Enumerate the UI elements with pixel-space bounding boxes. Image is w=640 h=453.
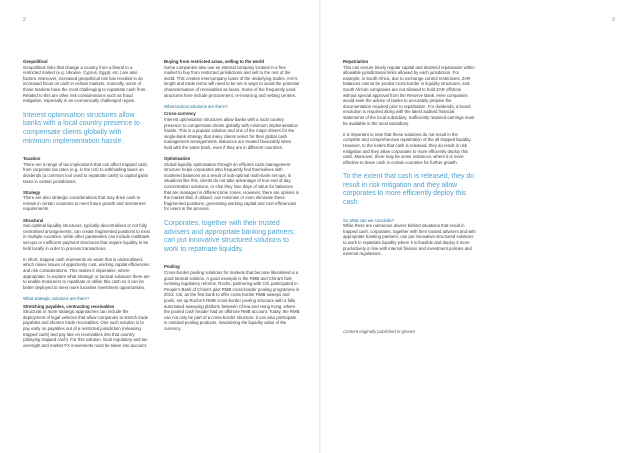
page-gutter: [319, 0, 321, 453]
heading-buying-restricted: Buying from restricted areas, selling to the world: [164, 59, 265, 64]
paragraph-conclusion: While there are numerous drivers behind situations that result in trapped cash, corporates, together with their trusted advisers and with appropriate banking partners, can put innovative structured solutions to work to repatriate liquidity where it is feasible and deploy it more productively in line with internal finance and investment policies and external regulations.: [343, 223, 476, 257]
paragraph-in-short: In short, trapped cash represents an asset that is underutilised, which raises issues of opportunity cost, working capital efficiencies and risk considerations. This makes it imperative, where appropriate, to explore what strategic or tactical solutions there are to enable treasurers to repatriate or utilise this cash so it can be better deployed to meet more lucrative investment opportunities.: [23, 256, 150, 290]
heading-repatriation: Repatriation: [343, 59, 369, 64]
heading-cross-currency: Cross-currency: [164, 111, 196, 117]
column-2: [164, 59, 300, 337]
heading-tactical-solutions: What tactical solutions are there?: [164, 103, 228, 109]
column-3: [343, 59, 476, 334]
heading-stretching-payables: Stretching payables, contracting receivables: [23, 303, 115, 309]
paragraph-geopolitical: Geopolitical risks that change a country from a liberal to a restricted market (e.g. Ukraine, Cyprus, Egypt, etc.) are also factors. Moreover, increased geopolitical risk has resulted in an increased focus on cash in certain markets. Ironically, some of those markets have the most challenging to repatriate cash from. Related to this are other risk considerations such as fraud mitigation, especially in an economically challenged region.: [23, 64, 147, 104]
heading-taxation: Taxation: [23, 156, 41, 162]
paragraph-important-note: It is important to note that these solutions do not result in the complete and comprehensive repatriation of the all trapped liquidity. However, to the extent that cash is released, they do result in risk mitigation and they allow corporates to more efficiently deploy this cash. Moreover, there may be some instances, where it is more effective to leave cash in certain countries for further growth.: [343, 131, 472, 165]
heading-optimisation: Optimisation: [164, 156, 191, 162]
heading-structural: Structural: [23, 217, 44, 223]
paragraph-pooling: Cross-border pooling solutions for markets that become liberalised is a good tactical solution. A good example is the RMB and China's fast-evolving regulatory reforms. Roche, partnering with Citi, participated in People's Bank of China's pilot RMB cross-border pooling programme in 2013. Citi, as the first bank to offer cross-border RMB sweeps and pools, set up Roche's RMB cross-border pooling structure with a fully automated sweeping platform between China and Hong Kong, where the pooled cash header had an offshore RMB account. Today, the RMB can not only be part of a cross-border structure: it can also participate in notional pooling products, maximising the liquidity value of the currency.: [164, 270, 300, 331]
pull-quote: To the extent that cash is released, they do result in risk mitigation and they allow corporates to more efficiently deploy this cash.: [343, 173, 475, 207]
heading-pooling: Pooling: [164, 264, 180, 270]
page-number-left: 2: [23, 17, 26, 23]
paragraph-buying-restricted: Some companies also use an internal company located in a free market to buy from restricted jurisdictions and sell to the rest of the world. This creates intercompany loans of the underlying trades. Arm's length and trade terms will need to be set in ways to avoid the potential characterisation of receivables as loans. Some of the frequently used structures here include procurement, re-invoicing and netting centres.: [164, 64, 299, 98]
pull-quote: Corporates, together with their trusted advisers and appropriate banking partners, can put innovative structured solutions to work to repatriate liquidity.: [164, 220, 296, 253]
paragraph-stretching-payables: Structural or more strategic approaches can include the deployment of legal vehicles that allow companies to stretch trade payables and shorten trade receivables. One such solution is to pay early on payables out of a restricted jurisdiction (releasing trapped cash) and pay late on receivables into that country (delaying trapped cash). For this solution, local regulatory and tax oversight and market FX movements must be taken into account.: [23, 309, 149, 348]
heading-strategy: Strategy: [23, 189, 41, 195]
paragraph-strategy: There are also strategic considerations that may drive cash to remain in certain countries to meet future growth and investment requirements.: [23, 195, 146, 212]
paragraph-taxation: There are a range of tax implications that can affect trapped cash, from corporate tax rates (e.g. in the US) to withholding taxes on dividends (a common tool used to repatriate cash) to capital gains taxes in certain jurisdictions.: [23, 161, 149, 184]
heading-strategic-solutions: What strategic solutions are there?: [23, 295, 90, 301]
page-number-right: 3: [612, 17, 615, 23]
paragraph-cross-currency: Interest optimisation structures allow banks with a local country presence to compensate clients globally with minimum implementation hassle. This is a popular solution and one of the major drivers for the single-bank strategy that many clients select for their global cash management arrangements. Balances are treated favourably when held with the same bank, even if they are in different countries.: [164, 116, 298, 150]
column-1: [23, 59, 151, 354]
heading-geopolitical: Geopolitical: [23, 59, 48, 64]
source-footnote: Content originally published in gtnews: [343, 328, 416, 334]
pull-quote: Interest optimisation structures allow banks with a local country presence to compensate clients globally with minimum implementation hassle.: [23, 111, 140, 145]
paragraph-structural: Sub-optimal liquidity structures, typically decentralised or not fully centralised arrangements, can create fragmented positions to exist in multiple countries, while other parameters can include multibank set-ups or inefficient payment structures that require liquidity to be held locally in order to process transactions.: [23, 223, 150, 251]
heading-conclusion: So what can we conclude?: [343, 217, 395, 223]
paragraph-optimisation: Global liquidity optimisation through an efficient cash management structure helps corporates who frequently find themselves with scattered balances as a result of sub-optimal multi-bank set-ups, in situations like this, clients do not take advantage of true end of day concentration solutions, or else they lose days of value for balances that are managed in different time zones. However, there are options in the market that, if utilised, can minimise or even eliminate these fragmented positions, generating working capital and cost-efficiencies for users in the process.: [164, 161, 300, 212]
paragraph-repatriation: This can ensure timely regular capital and dividend repatriation within allowable jurisdictional limits allowed by each jurisdiction. For example, in South Africa, due to exchange control restrictions, ZAR balances cannot be pooled cross-border in liquidity structures, and South African companies are not allowed to hold ZAR offshore without special approval from the Reserve Bank. Here companies would seek the advice of banks to accurately prepare the documentation required prior to repatriation. For dividends, a board resolution is required along with the latest audited financial statements of the local subsidiary. Sufficiently retained earnings must be available in the local subsidiary.: [343, 64, 475, 126]
